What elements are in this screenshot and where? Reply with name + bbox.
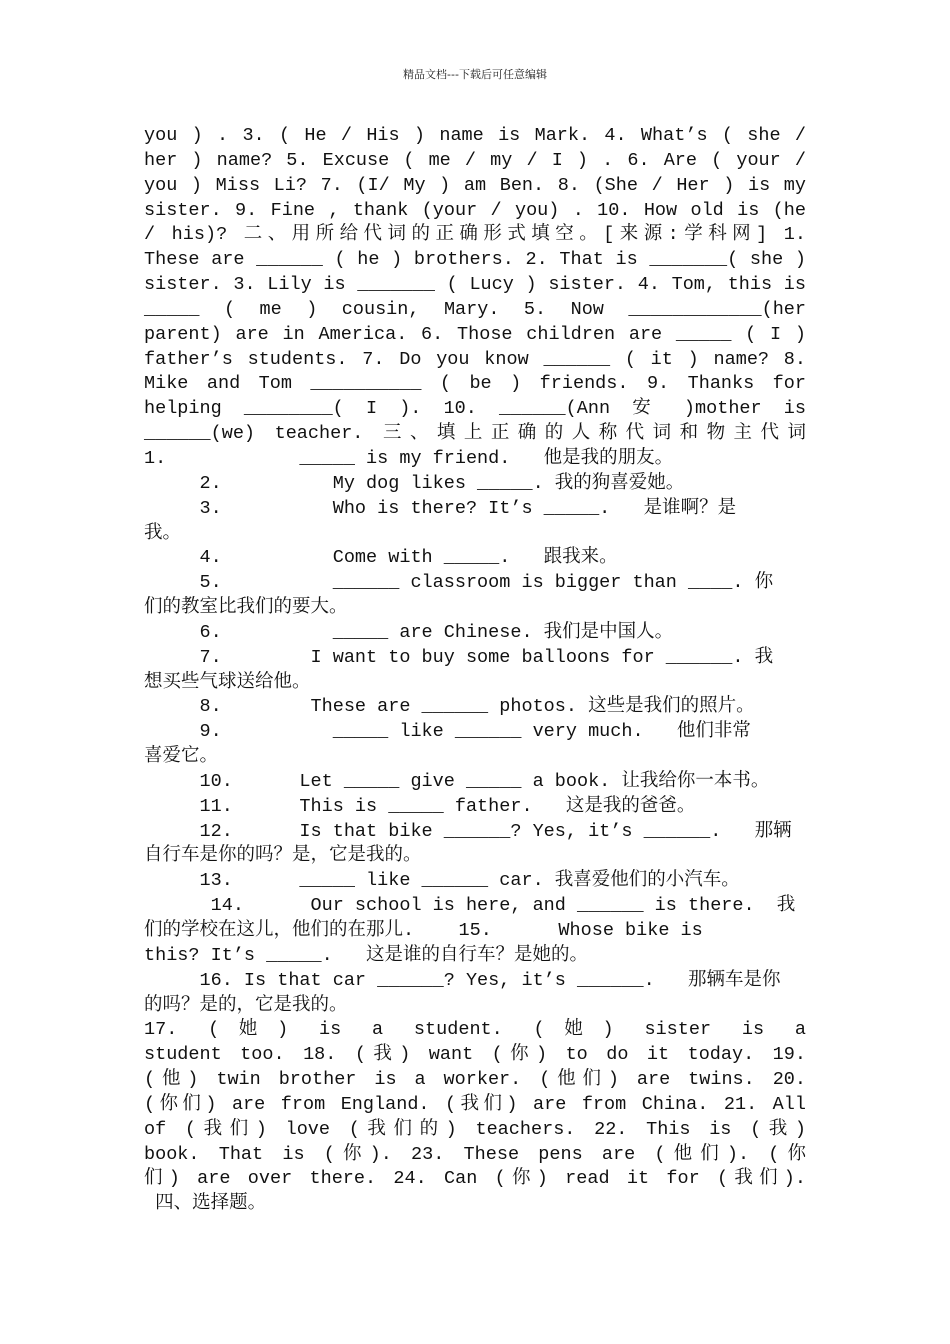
text-line: 2. My dog likes _____. 我的狗喜爱她。 (144, 472, 685, 494)
text-line: 喜爱它。 (144, 746, 219, 768)
text-line: 的吗？是的，它是我的。 (144, 994, 348, 1016)
text-line: (他) twin brother is a worker. (他们) are twins. 20. (144, 1069, 806, 1091)
text-line: student too. 18. (我) want (你) to do it today. 19. (144, 1044, 806, 1066)
text-line: _____ ( me ) cousin, Mary. 5. Now ____________(her (144, 298, 806, 320)
document-body (144, 124, 806, 1217)
text-line: 们的学校在这儿，他们的在那儿. 15. Whose bike is (144, 920, 703, 941)
text-line: 们) are over there. 24. Can (你) read it for (我们). (144, 1168, 806, 1190)
text-line: book. That is (你). 23. These pens are (他们). (你 (144, 1143, 806, 1165)
text-line: her ) name? 5. Excuse ( me / my / I ) . 6. Are ( your / (144, 149, 806, 171)
text-line: These are ______ ( he ) brothers. 2. That is _______( she ) (144, 249, 806, 271)
text-line: 7. I want to buy some balloons for ______. 我 (144, 646, 774, 668)
text-line: 6. _____ are Chinese. 我们是中国人。 (144, 621, 674, 643)
text-line: of (我们) love (我们的) teachers. 22. This is (我) (144, 1118, 806, 1140)
text-line: 10. Let _____ give _____ a book. 让我给你一本书。 (144, 770, 770, 792)
text-line: helping ________( I ). 10. ______(Ann 安 )mother is (144, 398, 806, 420)
text-line: this? It’s _____. 这是谁的自行车？是她的。 (144, 944, 589, 966)
text-line: 我。 (144, 522, 182, 544)
text-line: / his)? 二、用所给代词的正确形式填空。[来源:学科网] 1. (144, 224, 806, 246)
text-line: 16. Is that car ______? Yes, it’s ______. 那辆车是你 (144, 969, 781, 991)
text-line: ______(we) teacher. 三、填上正确的人称代词和物主代词 (144, 423, 806, 445)
section-heading: 四、选择题。 (144, 1193, 267, 1215)
text-line: 9. _____ like ______ very much. 他们非常 (144, 721, 751, 743)
text-line: 12. Is that bike ______? Yes, it’s ______. 那辆 (144, 820, 792, 842)
text-line: Mike and Tom __________ ( be ) friends. 9. Thanks for (144, 373, 806, 395)
text-line: 自行车是你的吗？是，它是我的。 (144, 845, 422, 867)
text-line: 14. Our school is here, and ______ is there. 我 (144, 895, 796, 917)
page-header: 精品文档---下载后可任意编辑 (403, 68, 547, 81)
text-line: parent) are in America. 6. Those children are _____ ( I ) (144, 323, 806, 345)
text-line: 8. These are ______ photos. 这些是我们的照片。 (144, 696, 755, 718)
text-line: 11. This is _____ father. 这是我的爸爸。 (144, 795, 696, 817)
text-line: father’s students. 7. Do you know ______ ( it ) name? 8. (144, 348, 806, 370)
text-line: you ) . 3. ( He / His ) name is Mark. 4. What’s ( she / (144, 125, 806, 146)
text-line: 3. Who is there? It’s _____. 是谁啊？是 (144, 497, 737, 519)
text-line: sister. 3. Lily is _______ ( Lucy ) sister. 4. Tom, this is (144, 274, 806, 296)
text-line: (你们) are from England. (我们) are from China. 21. All (144, 1093, 806, 1115)
text-line: 13. _____ like ______ car. 我喜爱他们的小汽车。 (144, 870, 740, 892)
text-line: 想买些气球送给他。 (144, 671, 311, 693)
text-line: 5. ______ classroom is bigger than ____. 你 (144, 572, 774, 594)
text-line: 1. _____ is my friend. 他是我的朋友。 (144, 447, 674, 469)
text-line: sister. 9. Fine , thank (your / you) . 10. How old is (he (144, 199, 806, 221)
text-line: 们的教室比我们的要大。 (144, 597, 348, 619)
text-line: 4. Come with _____. 跟我来。 (144, 547, 618, 569)
text-line: you ) Miss Li? 7. (I/ My ) am Ben. 8. (She / Her ) is my (144, 174, 806, 196)
text-line: 17. (她) is a student. (她) sister is a (144, 1019, 806, 1041)
